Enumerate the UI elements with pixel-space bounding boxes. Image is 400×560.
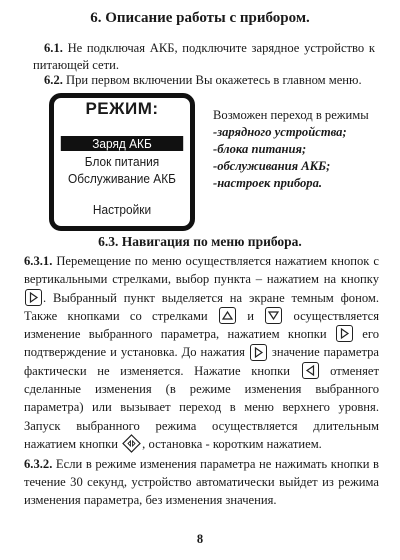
down-arrow-icon <box>265 307 282 324</box>
paragraph-number: 6.3.2. <box>24 457 53 471</box>
subsection-title: 6.3. Навигация по меню прибора. <box>98 234 302 249</box>
right-arrow-icon <box>25 289 42 306</box>
paragraph-text: При первом включении Вы окажетесь в главном меню. <box>62 73 362 87</box>
section-title: 6. Описание работы с прибором. <box>90 10 310 26</box>
paragraph-text: значение параметра фактически не изменяется. Нажатие кнопки <box>24 345 380 378</box>
paragraph-text: Перемещение по меню осуществляется нажатием кнопок с вертикальными стрелками, выбор пункта – нажатием на кнопку <box>24 254 379 287</box>
paragraph-6-1 <box>33 40 375 73</box>
start-stop-icon <box>122 434 141 453</box>
paragraph-text: его подтверждение и установка. До нажатия <box>24 327 380 360</box>
left-arrow-icon <box>302 362 319 379</box>
mode-item: -настроек прибора. <box>213 176 323 190</box>
paragraph-text: осуществляется изменение выбранного параметра, нажатием кнопки <box>24 308 379 342</box>
paragraph-text: Не подключая АКБ, подключите зарядное устройство к питающей сети. <box>33 41 375 72</box>
paragraph-text: . Выбранный пункт выделяется на экране темным фоном. Также кнопками со стрелками <box>24 290 379 323</box>
paragraph-text: , остановка - коротким нажатием. <box>142 436 322 451</box>
up-arrow-icon <box>219 307 236 324</box>
device-display <box>49 93 195 231</box>
display-header: РЕЖИМ: <box>85 99 159 118</box>
mode-item: -обслуживания АКБ; <box>213 159 331 173</box>
paragraph-number: 6.3.1. <box>24 254 53 268</box>
display-item: Обслуживание АКБ <box>68 171 176 186</box>
paragraph-text: и <box>247 308 254 323</box>
paragraph-number: 6.1. <box>44 41 63 55</box>
modes-list <box>213 107 369 192</box>
right-arrow-icon <box>250 344 267 361</box>
paragraph-6-3-2 <box>24 455 379 509</box>
paragraph-text: Если в режиме изменения параметра не нажимать кнопки в течение 30 секунд, устройство автоматически выйдет из режима изменения параметра, без изменения значения. <box>24 457 379 507</box>
display-item: Настройки <box>92 202 152 217</box>
paragraph-text: отменяет сделанные изменения (в режиме изменения выбранного параметра) или вызывает переход в меню верхнего уровня. Запуск выбранного режима осуществляется длительным нажатием кнопки <box>24 363 379 451</box>
modes-intro: Возможен переход в режимы <box>213 108 369 122</box>
paragraph-6-3-1 <box>24 252 379 453</box>
right-arrow-icon <box>336 325 353 342</box>
paragraph-6-2 <box>33 72 383 89</box>
paragraph-number: 6.2. <box>44 73 63 87</box>
mode-item: -блока питания; <box>213 142 307 156</box>
display-item-selected: Заряд АКБ <box>61 136 183 151</box>
page-number: 8 <box>196 532 204 546</box>
display-item: Блок питания <box>84 154 160 169</box>
mode-item: -зарядного устройства; <box>213 125 347 139</box>
